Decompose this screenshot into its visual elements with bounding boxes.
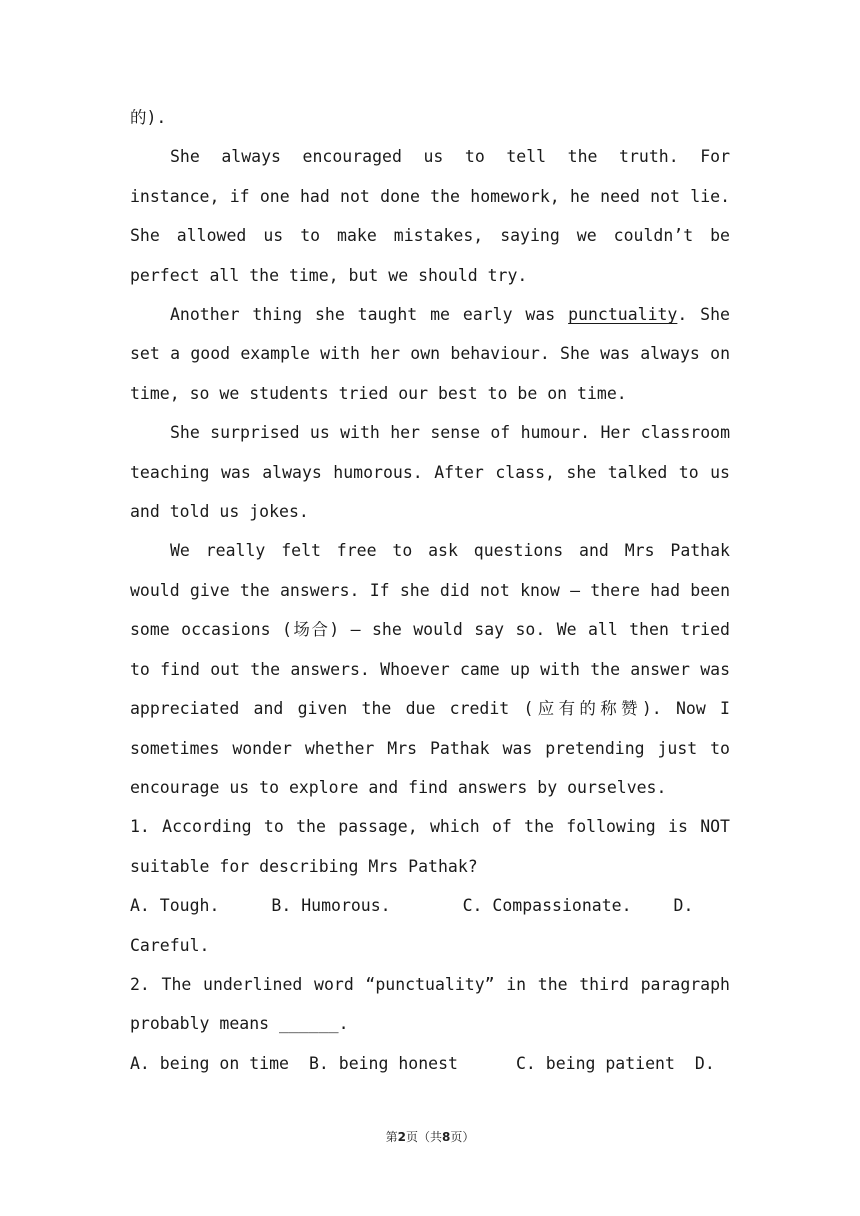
footer-text: 页） xyxy=(450,1130,475,1144)
option-b: B. being honest xyxy=(308,1053,458,1073)
question-1-options xyxy=(130,886,730,925)
option-b: B. Humorous. xyxy=(271,896,391,916)
option-a: A. being on time xyxy=(130,1053,289,1073)
paragraph-text: . She set a good example with her own behaviour. She was always on time, so we students tried our best to be on time. xyxy=(130,305,730,403)
paragraph-questions: We really felt free to ask questions and Mrs Pathak would give the answers. If she did not know — there had been some occasions (场合) — she would say so. We all then tried to find out the answers. Whoever came up with the answer was appreciated and given the due credit (应有的称赞). Now I sometimes wonder whether Mrs Pathak was pretending just to encourage us to explore and find answers by ourselves. xyxy=(130,541,730,797)
option-d-text: Careful. xyxy=(130,935,210,955)
option-a: A. Tough. xyxy=(130,896,220,916)
paragraph-truth: She always encouraged us to tell the truth. For instance, if one had not done the homework, he need not lie. She allowed us to make mistakes, saying we couldn’t be perfect all the time, but we should try. xyxy=(130,147,730,285)
question-1-stem: 1. According to the passage, which of the following is NOT suitable for describing Mrs Pathak? xyxy=(130,817,730,876)
question-2-stem: 2. The underlined word “punctuality” in the third paragraph probably means ______. xyxy=(130,974,730,1034)
total-pages: 8 xyxy=(442,1130,451,1144)
option-c: C. being patient xyxy=(515,1053,675,1073)
document-body xyxy=(130,98,730,1083)
paragraph-punctuality xyxy=(130,295,730,413)
option-d: D. xyxy=(673,896,694,916)
footer-text: 第 xyxy=(385,1130,398,1144)
paragraph-humour: She surprised us with her sense of humour. Her classroom teaching was always humorous. After class, she talked to us and told us jokes. xyxy=(130,423,730,522)
paragraph-fragment: 的). xyxy=(130,108,167,127)
question-2-options xyxy=(130,1044,730,1083)
underlined-word: punctuality xyxy=(568,305,678,325)
page-number: 2 xyxy=(397,1130,406,1144)
page-footer xyxy=(0,1128,860,1145)
option-c: C. Compassionate. xyxy=(462,896,632,916)
paragraph-text: Another thing she taught me early was xyxy=(170,305,569,325)
option-d: D. xyxy=(694,1053,715,1073)
footer-text: 页（共 xyxy=(405,1130,442,1144)
